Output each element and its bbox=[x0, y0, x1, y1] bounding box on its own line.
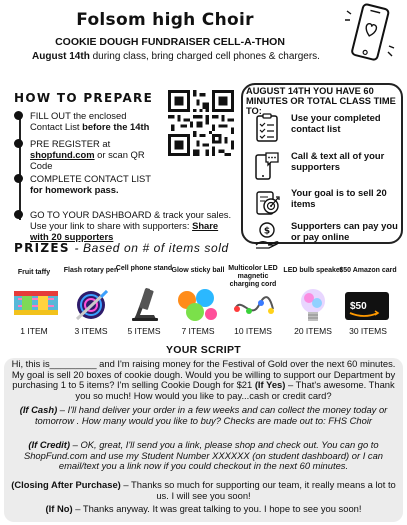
step-3-bold: for homework pass. bbox=[30, 184, 119, 195]
if-cash-label: (If Cash) bbox=[19, 404, 58, 415]
prize-count: 10 ITEMS bbox=[234, 326, 272, 336]
target-icon bbox=[254, 188, 280, 218]
step-1-bold: before the 14th bbox=[82, 121, 150, 132]
goal-box-heading: AUGUST 14TH YOU HAVE 60 MINUTES OR TOTAL CLASS TIME TO: bbox=[246, 86, 396, 116]
goal-item-sell-goal bbox=[254, 188, 402, 222]
date-bold: August 14th bbox=[32, 51, 90, 62]
prize-label: $50 Amazon card bbox=[339, 267, 397, 274]
svg-text:$: $ bbox=[263, 226, 271, 237]
step-3-text: COMPLETE CONTACT LIST bbox=[30, 173, 151, 184]
prize-label: Glow sticky ball bbox=[171, 267, 225, 274]
closing-label: (Closing After Purchase) bbox=[11, 479, 121, 490]
goal-item-payment bbox=[254, 221, 402, 255]
goal-item-text: Use your completed contact list bbox=[291, 112, 381, 134]
prize-amazon-card bbox=[338, 265, 398, 337]
script-if-cash bbox=[8, 405, 399, 426]
prepare-step-3 bbox=[14, 173, 159, 195]
step-2-text-end: or scan QR Code bbox=[30, 149, 145, 171]
goal-item-contact-list bbox=[254, 113, 402, 147]
prize-flash-pen bbox=[61, 265, 121, 337]
script-if-credit bbox=[8, 440, 399, 472]
taffy-image bbox=[12, 287, 60, 319]
if-no-text: – Thanks anyway. It was great talking to you. I hope to see you soon! bbox=[72, 503, 362, 514]
cord-image bbox=[231, 291, 275, 323]
prize-glow-ball bbox=[168, 265, 228, 337]
goal-item-call-text bbox=[254, 151, 402, 185]
intro-text-end: – That's awesome. Thank you so much! How would you like to pay...cash or credit card? bbox=[75, 379, 395, 402]
prize-label: Cell phone stand bbox=[115, 265, 173, 272]
how-to-prepare-heading: HOW TO PREPARE bbox=[14, 91, 154, 105]
stand-image bbox=[128, 285, 162, 323]
prize-label: LED bulb speaker bbox=[283, 267, 343, 274]
money-hand-icon bbox=[254, 221, 280, 251]
closing-text: – Thanks so much for supporting our team, it really means a lot to us. I will see you soon! bbox=[120, 479, 396, 501]
step-4-text: GO TO YOUR DASHBOARD & track your sales. Use your link to share with supporters: bbox=[30, 209, 232, 231]
share-link[interactable]: Share with 20 supporters bbox=[30, 220, 219, 242]
step-2-text: PRE REGISTER at bbox=[30, 138, 111, 149]
amazon-card-image bbox=[344, 291, 390, 321]
step-bullet bbox=[14, 210, 23, 219]
page-subtitle: COOKIE DOUGH FUNDRAISER CELL-A-THON bbox=[55, 36, 285, 48]
step-1-text: FILL OUT the enclosed Contact List bbox=[30, 110, 127, 132]
pen-image bbox=[71, 287, 113, 323]
bulb-image bbox=[297, 287, 329, 325]
prize-count: 1 ITEM bbox=[20, 326, 48, 336]
if-no-label: (If No) bbox=[45, 503, 73, 514]
prize-fruit-taffy bbox=[4, 265, 64, 337]
prepare-step-1 bbox=[14, 110, 159, 132]
prizes-heading bbox=[14, 241, 229, 255]
ball-image bbox=[175, 287, 221, 323]
prize-charging-cord bbox=[223, 265, 283, 337]
phone-chat-icon bbox=[254, 151, 280, 181]
prizes-title: PRIZES bbox=[14, 241, 70, 255]
intro-text: Hi, this is_________ and I'm raising money for the Festival of Gold over the next 60 minutes. My goal is sell 20 boxes of cookie dough. Would you be willing to support our Department by purchasing 1 to 5 items? I'm selling Cookie Dough for $21 bbox=[11, 358, 396, 391]
date-line bbox=[6, 51, 346, 62]
qr-code[interactable] bbox=[168, 90, 234, 156]
goal-item-text: Your goal is to sell 20 items bbox=[291, 187, 387, 209]
goal-item-text: Call & text all of your supporters bbox=[291, 150, 385, 172]
prize-count: 5 ITEMS bbox=[127, 326, 161, 336]
prize-count: 20 ITEMS bbox=[294, 326, 332, 336]
script-intro bbox=[8, 359, 399, 402]
script-heading: YOUR SCRIPT bbox=[165, 344, 242, 356]
checklist-icon bbox=[254, 113, 280, 143]
if-credit-label: (If Credit) bbox=[28, 439, 71, 450]
prize-count: 7 ITEMS bbox=[181, 326, 215, 336]
prize-count: 3 ITEMS bbox=[74, 326, 108, 336]
phone-heart-icon bbox=[345, 2, 395, 64]
prize-label: Multicolor LED magnetic charging cord bbox=[228, 265, 278, 288]
script-closing bbox=[8, 480, 399, 501]
step-bullet bbox=[14, 174, 23, 183]
shopfund-link[interactable]: shopfund.com bbox=[30, 149, 95, 160]
prepare-step-2 bbox=[14, 138, 159, 171]
prize-label: Fruit taffy bbox=[17, 269, 51, 276]
prizes-subtitle: - Based on # of items sold bbox=[74, 241, 229, 255]
step-bullet bbox=[14, 139, 23, 148]
step-bullet bbox=[14, 111, 23, 120]
script-if-no bbox=[8, 504, 399, 515]
prize-bulb-speaker bbox=[283, 265, 343, 337]
goal-item-text: Supporters can pay you or pay online bbox=[291, 220, 398, 242]
if-credit-text: – OK, great, I'll send you a link, please shop and check out. You can go to ShopFund.com and use my Student Number XXXXXX (on student dashboard) or I can email/text you a link now if you could checkout in the next 60 minutes. bbox=[23, 439, 384, 472]
prize-label: Flash rotary pen bbox=[63, 267, 119, 274]
if-cash-text: – I'll hand deliver your order in a few weeks and can collect the money today or tomorrow . How many would you like to buy? Checks are made out to: FHS Choir bbox=[34, 404, 388, 426]
page-title: Folsom high Choir bbox=[76, 10, 254, 30]
prize-count: 30 ITEMS bbox=[349, 326, 387, 336]
prize-phone-stand bbox=[114, 265, 174, 337]
svg-text:$50: $50 bbox=[350, 301, 367, 312]
prepare-step-4 bbox=[14, 209, 239, 242]
if-yes-label: (If Yes) bbox=[254, 379, 286, 391]
date-rest: during class, bring charged cell phones & chargers. bbox=[89, 51, 320, 62]
